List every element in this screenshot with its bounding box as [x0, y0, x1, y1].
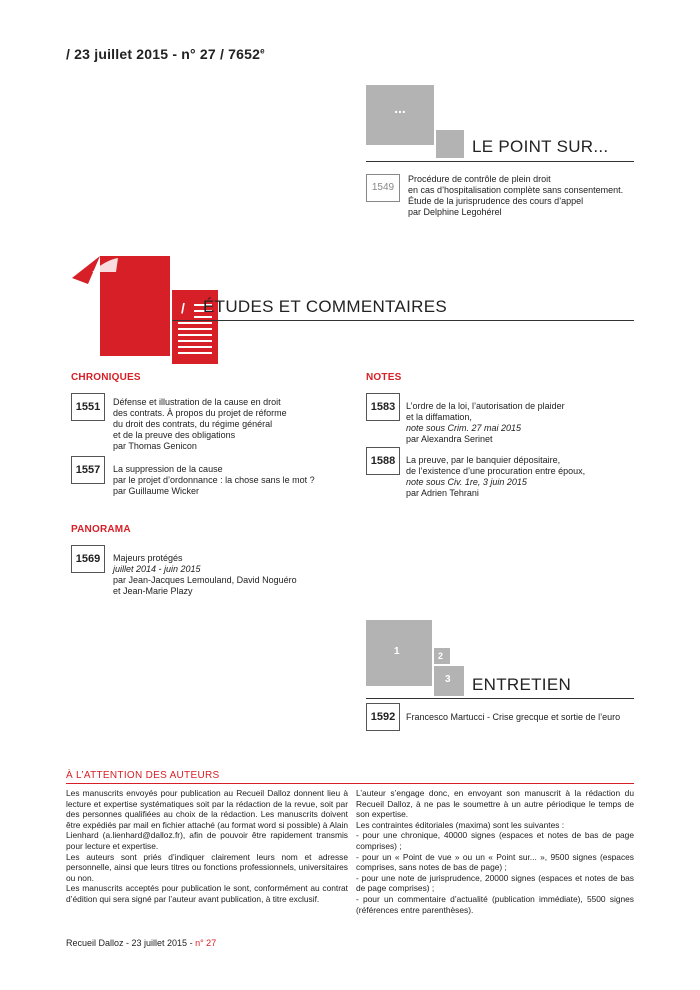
page-footer: Recueil Dalloz - 23 juillet 2015 - n° 27 [66, 938, 217, 948]
entretien-rule [366, 698, 634, 699]
attention-title: À L’ATTENTION DES AUTEURS [66, 770, 220, 781]
etudes-title: ÉTUDES ET COMMENTAIRES [203, 297, 447, 316]
entry-number: 1583 [366, 393, 400, 421]
notes-heading: NOTES [366, 372, 402, 383]
panorama-heading: PANORAMA [71, 524, 131, 535]
notes-entry: La preuve, par le banquier dépositaire, de l’existence d’une procuration entre époux, note sous Civ. 1re, 3 juin 2015 par Adrien Tehrani [406, 455, 586, 498]
entretien-entry: Francesco Martucci - Crise grecque et sortie de l’euro [406, 712, 621, 722]
attention-rule [66, 783, 634, 784]
point-sur-small-block [436, 130, 464, 158]
entry-number: 1592 [366, 703, 400, 731]
entry-number: 1549 [366, 174, 400, 202]
entretien-number-3: 3 [445, 674, 451, 685]
entretien-number-2: 2 [438, 651, 444, 661]
entry-number: 1588 [366, 447, 400, 475]
entretien-title: ENTRETIEN [472, 675, 572, 694]
point-sur-entry: Procédure de contrôle de plein droit en cas d’hospitalisation complète sans consentement. Étude de la jurisprudence des cours d’appel par Delphine Legohérel [408, 174, 624, 217]
entry-number: 1551 [71, 393, 105, 421]
etudes-slash: / [181, 300, 185, 316]
chroniques-entry: Défense et illustration de la cause en droit des contrats. À propos du projet de réforme du droit des contrats, du régime général et de la preuve des obligations par Thomas Genicon [113, 397, 287, 451]
panorama-entry: Majeurs protégés juillet 2014 - juin 2015 par Jean-Jacques Lemouland, David Noguéro et Jean-Marie Plazy [113, 553, 297, 596]
entretien-number-1: 1 [394, 646, 400, 657]
entry-number: 1569 [71, 545, 105, 573]
point-sur-dots: ... [394, 100, 406, 116]
point-sur-title: LE POINT SUR... [472, 137, 609, 156]
chroniques-entry: La suppression de la cause par le projet d’ordonnance : la chose sans le mot ? par Guillaume Wicker [113, 464, 315, 496]
attention-left-column: Les manuscrits envoyés pour publication au Recueil Dalloz donnent lieu à lecture et expertise systématiques soit par la rédaction de la revue, soit par des personnes qualifiées au choix de la rédaction. Les manuscrits doivent être expédiés par mail en fichier attaché (au format word si possible) à Alain Lienhard (a.lienhard@dalloz.fr), afin de pouvoir être rapidement transmis pour lecture et expertise. Les auteurs sont priés d’indiquer clairement leurs nom et adresse personnelle, ainsi que leurs titres ou fonctions professionnels, universitaires ou non. Les manuscrits acceptés pour publication le sont, conformément au contrat d’édition qui sera signé par l’auteur avant publication, à titre exclusif. [66, 788, 348, 904]
etudes-rule [172, 320, 634, 321]
attention-right-column: L’auteur s’engage donc, en envoyant son manuscrit à la rédaction du Recueil Dalloz, à ne pas le soumettre à un autre périodique le temps de son expertise. Les contraintes éditoriales (maxima) sont les suivantes : - pour une chronique, 40000 signes (espaces et notes de bas de page comprises) ; - pour un « Point de vue » ou un « Point sur... », 9500 signes (espaces comprises, sans notes de bas de page) ; - pour une note de jurisprudence, 20000 signes (espaces et notes de bas de page comprises) ; - pour un commentaire d’actualité (publication immédiate), 5500 signes (références entre parenthèses). [356, 788, 634, 915]
point-sur-rule [366, 161, 634, 162]
notes-entry: L’ordre de la loi, l’autorisation de plaider et la diffamation, note sous Crim. 27 mai 2015 par Alexandra Serinet [406, 401, 565, 444]
issue-header: / 23 juillet 2015 - n° 27 / 7652e [66, 46, 265, 62]
etudes-slash-box [172, 297, 194, 319]
document-pages-icon [66, 250, 226, 370]
entry-number: 1557 [71, 456, 105, 484]
chroniques-heading: CHRONIQUES [71, 372, 141, 383]
